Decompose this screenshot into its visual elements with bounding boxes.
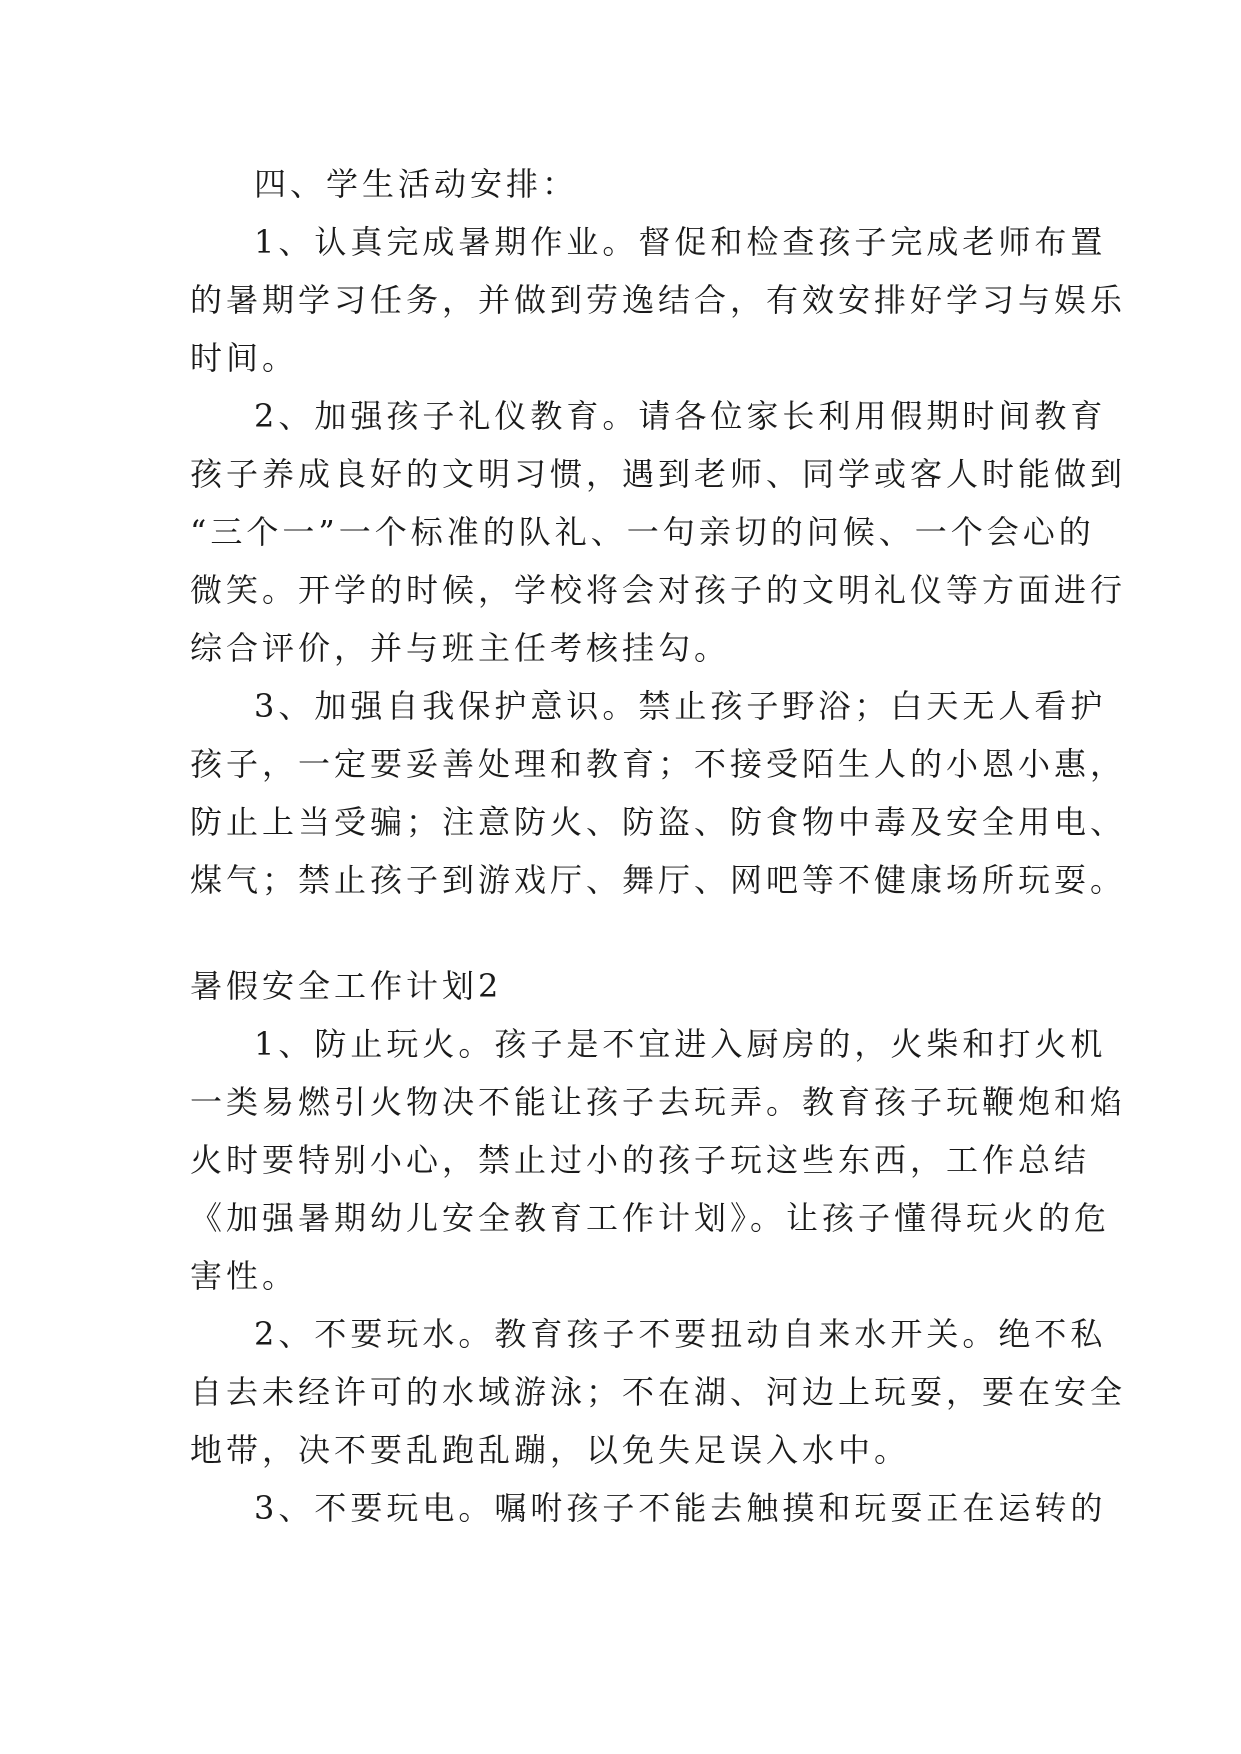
paragraph-line: 一类易燃引火物决不能让孩子去玩弄。教育孩子玩鞭炮和焰 — [190, 1083, 1127, 1121]
paragraph-item-3 — [190, 677, 1127, 909]
plan2-item-2 — [190, 1305, 1127, 1479]
paragraph-line: 2、不要玩水。教育孩子不要扭动自来水开关。绝不私 — [254, 1315, 1107, 1353]
paragraph-line: 害性。 — [190, 1257, 299, 1295]
paragraph-item-2 — [190, 387, 1127, 677]
paragraph-line: “三个一”一个标准的队礼、一句亲切的问候、一个会心的 — [190, 513, 1095, 551]
document-page — [190, 155, 1127, 1537]
paragraph-line: 2、加强孩子礼仪教育。请各位家长利用假期时间教育 — [254, 397, 1107, 435]
paragraph-line: 的暑期学习任务，并做到劳逸结合，有效安排好学习与娱乐 — [190, 281, 1127, 319]
paragraph-line: 时间。 — [190, 339, 299, 377]
paragraph-item-1 — [190, 213, 1127, 387]
paragraph-line: 3、加强自我保护意识。禁止孩子野浴；白天无人看护 — [254, 687, 1107, 725]
plan-title: 暑假安全工作计划2 — [190, 967, 503, 1005]
paragraph-line: 微笑。开学的时候，学校将会对孩子的文明礼仪等方面进行 — [190, 571, 1127, 609]
paragraph-line: 火时要特别小心，禁止过小的孩子玩这些东西，工作总结 — [190, 1141, 1091, 1179]
paragraph-line: 综合评价，并与班主任考核挂勾。 — [190, 629, 731, 667]
paragraph-line: 孩子养成良好的文明习惯，遇到老师、同学或客人时能做到 — [190, 455, 1127, 493]
paragraph-line: 自去未经许可的水域游泳；不在湖、河边上玩耍，要在安全 — [190, 1373, 1127, 1411]
plan2-item-3 — [190, 1479, 1107, 1537]
paragraph-line: 孩子，一定要妥善处理和教育；不接受陌生人的小恩小惠， — [190, 745, 1127, 783]
paragraph-line: 《加强暑期幼儿安全教育工作计划》。让孩子懂得玩火的危 — [190, 1199, 1111, 1237]
paragraph-line: 地带，决不要乱跑乱蹦，以免失足误入水中。 — [190, 1431, 911, 1469]
plan2-item-1 — [190, 1015, 1127, 1305]
paragraph-line: 1、防止玩火。孩子是不宜进入厨房的，火柴和打火机 — [254, 1025, 1107, 1063]
paragraph-line: 煤气；禁止孩子到游戏厅、舞厅、网吧等不健康场所玩耍。 — [190, 861, 1127, 899]
paragraph-line: 3、不要玩电。嘱咐孩子不能去触摸和玩耍正在运转的 — [254, 1489, 1107, 1527]
paragraph-line: 防止上当受骗；注意防火、防盗、防食物中毒及安全用电、 — [190, 803, 1127, 841]
section-heading: 四、学生活动安排： — [254, 165, 579, 203]
paragraph-line: 1、认真完成暑期作业。督促和检查孩子完成老师布置 — [254, 223, 1107, 261]
